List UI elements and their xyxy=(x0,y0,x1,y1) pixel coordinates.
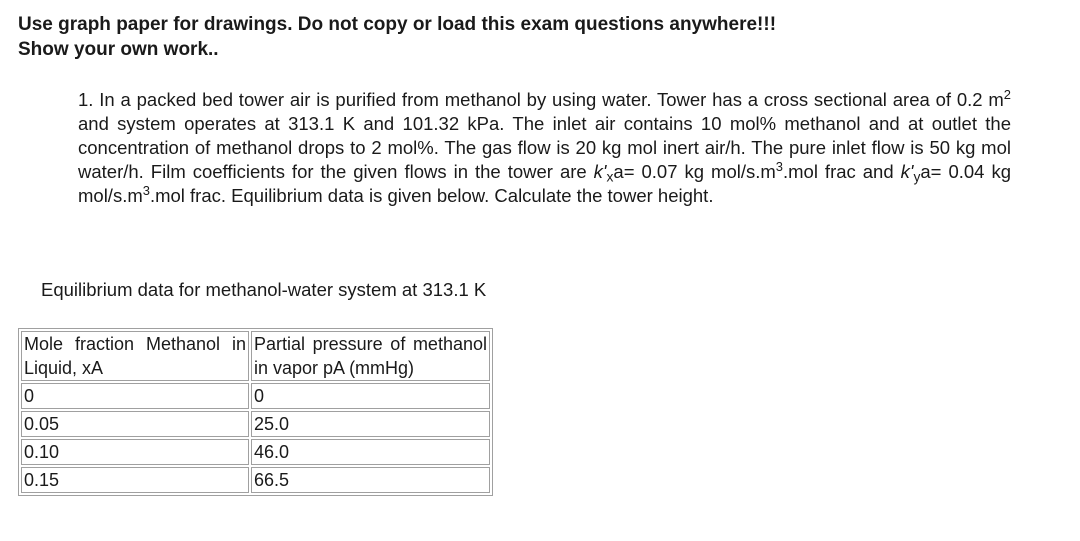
exam-instructions xyxy=(18,12,776,62)
problem-text-part-3: .mol frac and xyxy=(782,161,901,182)
ky-symbol: k' xyxy=(900,161,914,182)
cell-xa: 0.10 xyxy=(21,439,249,465)
ky-subscript: y xyxy=(913,168,921,185)
problem-number: 1. xyxy=(78,89,94,110)
problem-text-part-1: In a packed bed tower air is purified from methanol by using water. Tower has a cross sectional area of 0.2 m xyxy=(99,89,1004,110)
instruction-line-1: Use graph paper for drawings. Do not copy or load this exam questions anywhere!!! xyxy=(18,14,777,35)
cell-pa: 66.5 xyxy=(251,467,490,493)
problem-text-part-4: .mol frac. Equilibrium data is given below. Calculate the tower height. xyxy=(149,185,714,206)
cell-xa: 0 xyxy=(21,383,249,409)
cell-pa: 25.0 xyxy=(251,411,490,437)
table-row xyxy=(21,383,490,409)
kx-exponent: 3 xyxy=(775,158,783,174)
ky-value: a= 0.04 kg mol/s.m xyxy=(78,161,1012,206)
problem-text xyxy=(78,88,1011,208)
equilibrium-table xyxy=(18,328,493,496)
table-row xyxy=(21,439,490,465)
instruction-line-2: Show your own work.. xyxy=(18,39,219,60)
cell-xa: 0.05 xyxy=(21,411,249,437)
table-row xyxy=(21,411,490,437)
table-header-row xyxy=(21,331,490,381)
cell-pa: 46.0 xyxy=(251,439,490,465)
header-mole-fraction: Mole fraction Methanol in Liquid, xA xyxy=(21,331,249,381)
ky-exponent: 3 xyxy=(142,182,150,198)
kx-subscript: x xyxy=(606,168,614,185)
cell-xa: 0.15 xyxy=(21,467,249,493)
equilibrium-caption: Equilibrium data for methanol-water system at 313.1 K xyxy=(41,279,487,300)
table-row xyxy=(21,467,490,493)
kx-value: a= 0.07 kg mol/s.m xyxy=(613,161,776,182)
kx-symbol: k' xyxy=(593,161,607,182)
header-partial-pressure: Partial pressure of methanol in vapor pA (mmHg) xyxy=(251,331,490,381)
area-exponent: 2 xyxy=(1003,86,1011,102)
problem-text-part-2: and system operates at 313.1 K and 101.32 kPa. The inlet air contains 10 mol% methanol and at outlet the concentration of methanol drops to 2 mol%. The gas flow is 20 kg mol inert air/h. The pure inlet flow is 50 kg mol water/h. Film coefficients for the given flows in the tower are xyxy=(78,113,1011,182)
problem-1 xyxy=(78,88,1011,208)
cell-pa: 0 xyxy=(251,383,490,409)
